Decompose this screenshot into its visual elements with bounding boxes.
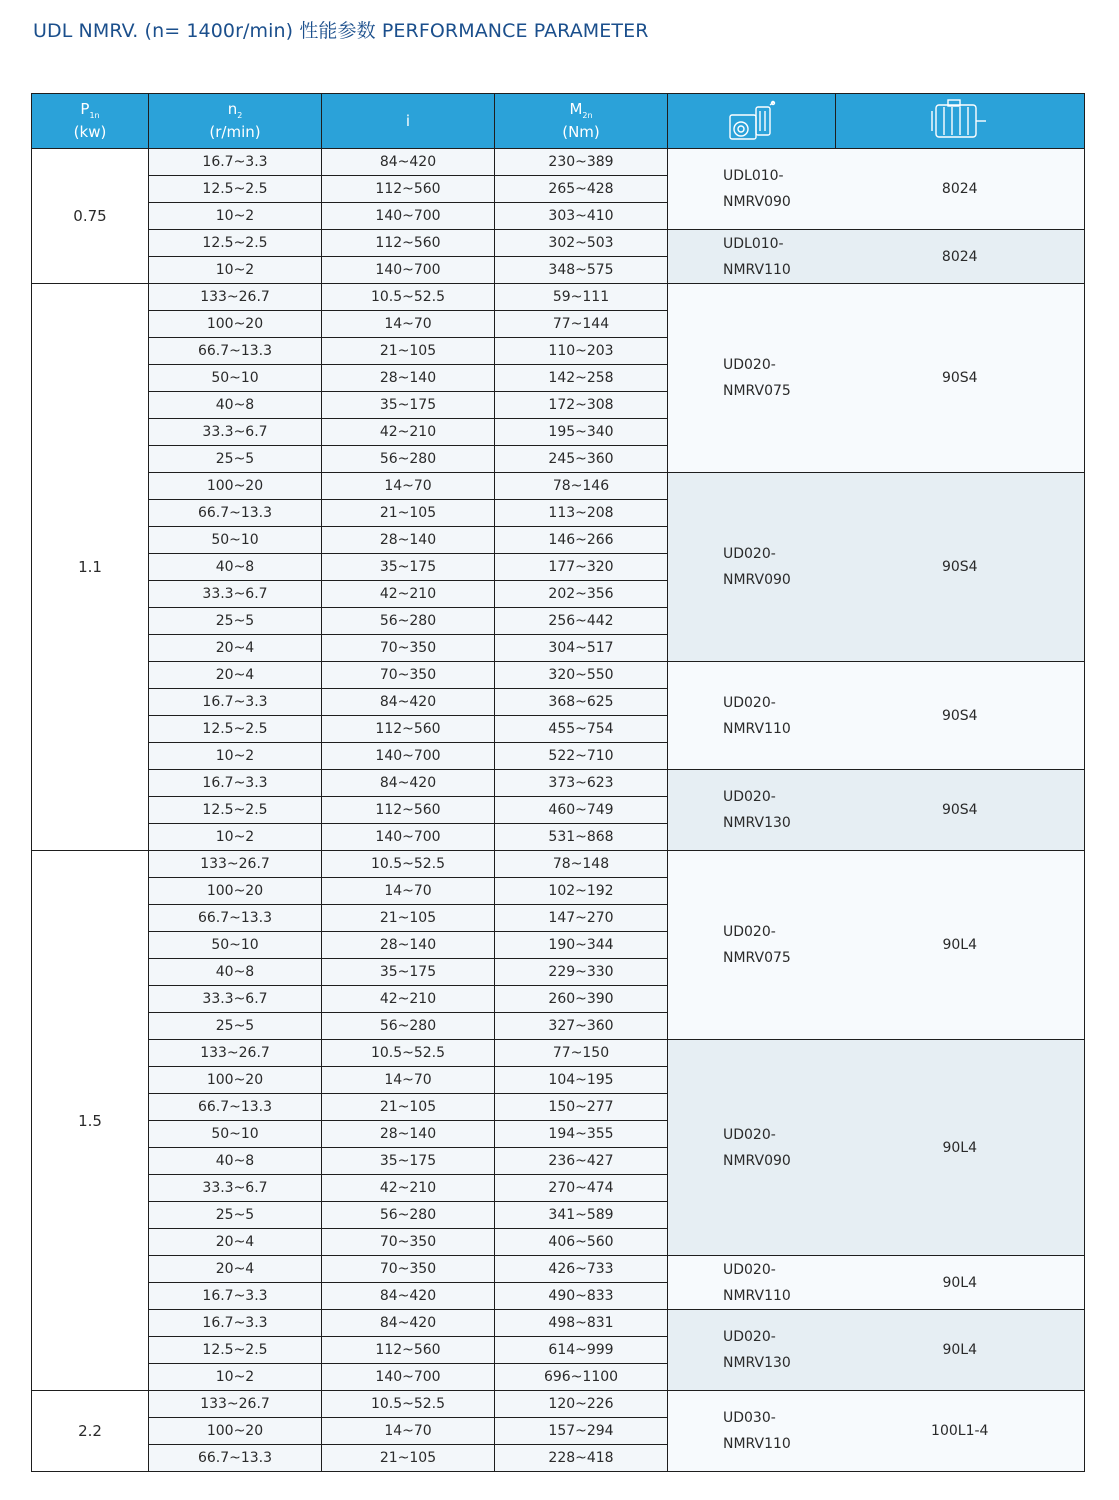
ratio-cell: 84~420 xyxy=(322,149,495,176)
table-row xyxy=(32,1310,1085,1337)
torque-cell: 102~192 xyxy=(495,878,668,905)
torque-cell: 230~389 xyxy=(495,149,668,176)
ratio-cell: 112~560 xyxy=(322,176,495,203)
speed-cell: 40~8 xyxy=(149,959,322,986)
motor-cell: 90S4 xyxy=(836,473,1085,662)
speed-cell: 20~4 xyxy=(149,1256,322,1283)
speed-cell: 66.7~13.3 xyxy=(149,1094,322,1121)
ratio-cell: 112~560 xyxy=(322,1337,495,1364)
table-row xyxy=(32,770,1085,797)
ratio-cell: 42~210 xyxy=(322,419,495,446)
ratio-cell: 14~70 xyxy=(322,473,495,500)
speed-cell: 16.7~3.3 xyxy=(149,1283,322,1310)
header-output-speed: $n_2$ (r/min) xyxy=(149,94,322,149)
speed-cell: 133~26.7 xyxy=(149,851,322,878)
torque-cell: 194~355 xyxy=(495,1121,668,1148)
motor-cell: 90L4 xyxy=(836,1040,1085,1256)
model-cell: UD020-NMRV110 xyxy=(668,662,836,770)
speed-cell: 133~26.7 xyxy=(149,284,322,311)
model-cell: UDL010-NMRV110 xyxy=(668,230,836,284)
table-row xyxy=(32,1391,1085,1418)
torque-cell: 426~733 xyxy=(495,1256,668,1283)
torque-cell: 348~575 xyxy=(495,257,668,284)
speed-cell: 12.5~2.5 xyxy=(149,716,322,743)
power-cell: 0.75 xyxy=(32,149,149,284)
ratio-cell: 140~700 xyxy=(322,257,495,284)
speed-cell: 50~10 xyxy=(149,527,322,554)
ratio-cell: 84~420 xyxy=(322,1283,495,1310)
power-cell: 2.2 xyxy=(32,1391,149,1472)
speed-cell: 10~2 xyxy=(149,824,322,851)
ratio-cell: 56~280 xyxy=(322,1013,495,1040)
table-row xyxy=(32,1256,1085,1283)
gearbox-icon xyxy=(668,94,836,149)
torque-cell: 113~208 xyxy=(495,500,668,527)
torque-cell: 236~427 xyxy=(495,1148,668,1175)
ratio-cell: 28~140 xyxy=(322,932,495,959)
table-row xyxy=(32,284,1085,311)
ratio-cell: 14~70 xyxy=(322,311,495,338)
speed-cell: 16.7~3.3 xyxy=(149,1310,322,1337)
motor-cell: 90L4 xyxy=(836,851,1085,1040)
ratio-cell: 84~420 xyxy=(322,770,495,797)
speed-cell: 133~26.7 xyxy=(149,1391,322,1418)
header-torque: $M_{2n}$ (Nm) xyxy=(495,94,668,149)
motor-cell: 90L4 xyxy=(836,1256,1085,1310)
power-cell: 1.1 xyxy=(32,284,149,851)
header-ratio: i xyxy=(322,94,495,149)
torque-cell: 104~195 xyxy=(495,1067,668,1094)
model-cell: UD020-NMRV090 xyxy=(668,473,836,662)
torque-cell: 460~749 xyxy=(495,797,668,824)
speed-cell: 10~2 xyxy=(149,203,322,230)
speed-cell: 12.5~2.5 xyxy=(149,230,322,257)
ratio-cell: 112~560 xyxy=(322,230,495,257)
torque-cell: 229~330 xyxy=(495,959,668,986)
speed-cell: 50~10 xyxy=(149,365,322,392)
table-row xyxy=(32,851,1085,878)
torque-cell: 195~340 xyxy=(495,419,668,446)
torque-cell: 157~294 xyxy=(495,1418,668,1445)
torque-cell: 341~589 xyxy=(495,1202,668,1229)
torque-cell: 304~517 xyxy=(495,635,668,662)
speed-cell: 12.5~2.5 xyxy=(149,797,322,824)
torque-cell: 265~428 xyxy=(495,176,668,203)
motor-cell: 8024 xyxy=(836,230,1085,284)
torque-cell: 110~203 xyxy=(495,338,668,365)
torque-cell: 368~625 xyxy=(495,689,668,716)
torque-cell: 190~344 xyxy=(495,932,668,959)
ratio-cell: 112~560 xyxy=(322,797,495,824)
table-header-row xyxy=(32,94,1085,149)
speed-cell: 100~20 xyxy=(149,878,322,905)
speed-cell: 66.7~13.3 xyxy=(149,905,322,932)
ratio-cell: 140~700 xyxy=(322,203,495,230)
speed-cell: 100~20 xyxy=(149,311,322,338)
ratio-cell: 28~140 xyxy=(322,365,495,392)
speed-cell: 100~20 xyxy=(149,1067,322,1094)
motor-cell: 90S4 xyxy=(836,662,1085,770)
speed-cell: 10~2 xyxy=(149,1364,322,1391)
torque-cell: 78~148 xyxy=(495,851,668,878)
torque-cell: 59~111 xyxy=(495,284,668,311)
torque-cell: 531~868 xyxy=(495,824,668,851)
table-row xyxy=(32,473,1085,500)
speed-cell: 25~5 xyxy=(149,1202,322,1229)
table-row xyxy=(32,1040,1085,1067)
torque-cell: 522~710 xyxy=(495,743,668,770)
model-cell: UD020-NMRV090 xyxy=(668,1040,836,1256)
speed-cell: 25~5 xyxy=(149,1013,322,1040)
ratio-cell: 56~280 xyxy=(322,446,495,473)
torque-cell: 455~754 xyxy=(495,716,668,743)
ratio-cell: 14~70 xyxy=(322,1418,495,1445)
ratio-cell: 70~350 xyxy=(322,662,495,689)
speed-cell: 25~5 xyxy=(149,446,322,473)
ratio-cell: 14~70 xyxy=(322,1067,495,1094)
ratio-cell: 42~210 xyxy=(322,1175,495,1202)
speed-cell: 20~4 xyxy=(149,635,322,662)
ratio-cell: 28~140 xyxy=(322,1121,495,1148)
speed-cell: 133~26.7 xyxy=(149,1040,322,1067)
torque-cell: 320~550 xyxy=(495,662,668,689)
ratio-cell: 42~210 xyxy=(322,581,495,608)
ratio-cell: 10.5~52.5 xyxy=(322,1391,495,1418)
ratio-cell: 21~105 xyxy=(322,1445,495,1472)
speed-cell: 40~8 xyxy=(149,392,322,419)
ratio-cell: 35~175 xyxy=(322,392,495,419)
speed-cell: 40~8 xyxy=(149,554,322,581)
torque-cell: 228~418 xyxy=(495,1445,668,1472)
speed-cell: 12.5~2.5 xyxy=(149,176,322,203)
ratio-cell: 21~105 xyxy=(322,338,495,365)
motor-cell: 90L4 xyxy=(836,1310,1085,1391)
speed-cell: 50~10 xyxy=(149,1121,322,1148)
torque-cell: 256~442 xyxy=(495,608,668,635)
ratio-cell: 21~105 xyxy=(322,905,495,932)
ratio-cell: 70~350 xyxy=(322,635,495,662)
speed-cell: 66.7~13.3 xyxy=(149,500,322,527)
table-body xyxy=(32,149,1085,1472)
torque-cell: 614~999 xyxy=(495,1337,668,1364)
speed-cell: 16.7~3.3 xyxy=(149,689,322,716)
ratio-cell: 21~105 xyxy=(322,1094,495,1121)
ratio-cell: 140~700 xyxy=(322,743,495,770)
ratio-cell: 56~280 xyxy=(322,608,495,635)
model-cell: UDL010-NMRV090 xyxy=(668,149,836,230)
ratio-cell: 35~175 xyxy=(322,1148,495,1175)
speed-cell: 33.3~6.7 xyxy=(149,419,322,446)
ratio-cell: 140~700 xyxy=(322,1364,495,1391)
page-title: UDL NMRV. (n= 1400r/min) 性能参数 PERFORMANCE PARAMETER xyxy=(33,20,649,42)
table-row xyxy=(32,662,1085,689)
speed-cell: 66.7~13.3 xyxy=(149,1445,322,1472)
model-cell: UD030-NMRV110 xyxy=(668,1391,836,1472)
speed-cell: 10~2 xyxy=(149,257,322,284)
torque-cell: 696~1100 xyxy=(495,1364,668,1391)
motor-cell: 90S4 xyxy=(836,770,1085,851)
model-cell: UD020-NMRV130 xyxy=(668,770,836,851)
ratio-cell: 70~350 xyxy=(322,1256,495,1283)
ratio-cell: 10.5~52.5 xyxy=(322,1040,495,1067)
torque-cell: 302~503 xyxy=(495,230,668,257)
ratio-cell: 112~560 xyxy=(322,716,495,743)
torque-cell: 270~474 xyxy=(495,1175,668,1202)
motor-cell: 8024 xyxy=(836,149,1085,230)
torque-cell: 406~560 xyxy=(495,1229,668,1256)
torque-cell: 327~360 xyxy=(495,1013,668,1040)
ratio-cell: 35~175 xyxy=(322,959,495,986)
table-row xyxy=(32,230,1085,257)
torque-cell: 147~270 xyxy=(495,905,668,932)
torque-cell: 150~277 xyxy=(495,1094,668,1121)
ratio-cell: 140~700 xyxy=(322,824,495,851)
speed-cell: 16.7~3.3 xyxy=(149,149,322,176)
ratio-cell: 21~105 xyxy=(322,500,495,527)
speed-cell: 100~20 xyxy=(149,473,322,500)
speed-cell: 33.3~6.7 xyxy=(149,1175,322,1202)
performance-table xyxy=(31,93,1085,1472)
table-row xyxy=(32,149,1085,176)
ratio-cell: 28~140 xyxy=(322,527,495,554)
ratio-cell: 56~280 xyxy=(322,1202,495,1229)
torque-cell: 177~320 xyxy=(495,554,668,581)
speed-cell: 25~5 xyxy=(149,608,322,635)
ratio-cell: 14~70 xyxy=(322,878,495,905)
speed-cell: 100~20 xyxy=(149,1418,322,1445)
motor-cell: 100L1-4 xyxy=(836,1391,1085,1472)
motor-icon xyxy=(836,94,1085,149)
ratio-cell: 84~420 xyxy=(322,1310,495,1337)
speed-cell: 12.5~2.5 xyxy=(149,1337,322,1364)
torque-cell: 260~390 xyxy=(495,986,668,1013)
ratio-cell: 10.5~52.5 xyxy=(322,851,495,878)
torque-cell: 77~144 xyxy=(495,311,668,338)
torque-cell: 78~146 xyxy=(495,473,668,500)
speed-cell: 20~4 xyxy=(149,1229,322,1256)
speed-cell: 66.7~13.3 xyxy=(149,338,322,365)
speed-cell: 10~2 xyxy=(149,743,322,770)
torque-cell: 498~831 xyxy=(495,1310,668,1337)
torque-cell: 142~258 xyxy=(495,365,668,392)
header-power: $P_{1n}$ (kw) xyxy=(32,94,149,149)
ratio-cell: 42~210 xyxy=(322,986,495,1013)
torque-cell: 202~356 xyxy=(495,581,668,608)
speed-cell: 33.3~6.7 xyxy=(149,581,322,608)
motor-cell: 90S4 xyxy=(836,284,1085,473)
model-cell: UD020-NMRV110 xyxy=(668,1256,836,1310)
torque-cell: 172~308 xyxy=(495,392,668,419)
ratio-cell: 10.5~52.5 xyxy=(322,284,495,311)
speed-cell: 16.7~3.3 xyxy=(149,770,322,797)
speed-cell: 33.3~6.7 xyxy=(149,986,322,1013)
torque-cell: 146~266 xyxy=(495,527,668,554)
torque-cell: 490~833 xyxy=(495,1283,668,1310)
torque-cell: 77~150 xyxy=(495,1040,668,1067)
torque-cell: 120~226 xyxy=(495,1391,668,1418)
torque-cell: 303~410 xyxy=(495,203,668,230)
ratio-cell: 84~420 xyxy=(322,689,495,716)
model-cell: UD020-NMRV075 xyxy=(668,284,836,473)
speed-cell: 40~8 xyxy=(149,1148,322,1175)
power-cell: 1.5 xyxy=(32,851,149,1391)
speed-cell: 50~10 xyxy=(149,932,322,959)
torque-cell: 373~623 xyxy=(495,770,668,797)
speed-cell: 20~4 xyxy=(149,662,322,689)
torque-cell: 245~360 xyxy=(495,446,668,473)
model-cell: UD020-NMRV075 xyxy=(668,851,836,1040)
ratio-cell: 35~175 xyxy=(322,554,495,581)
model-cell: UD020-NMRV130 xyxy=(668,1310,836,1391)
ratio-cell: 70~350 xyxy=(322,1229,495,1256)
